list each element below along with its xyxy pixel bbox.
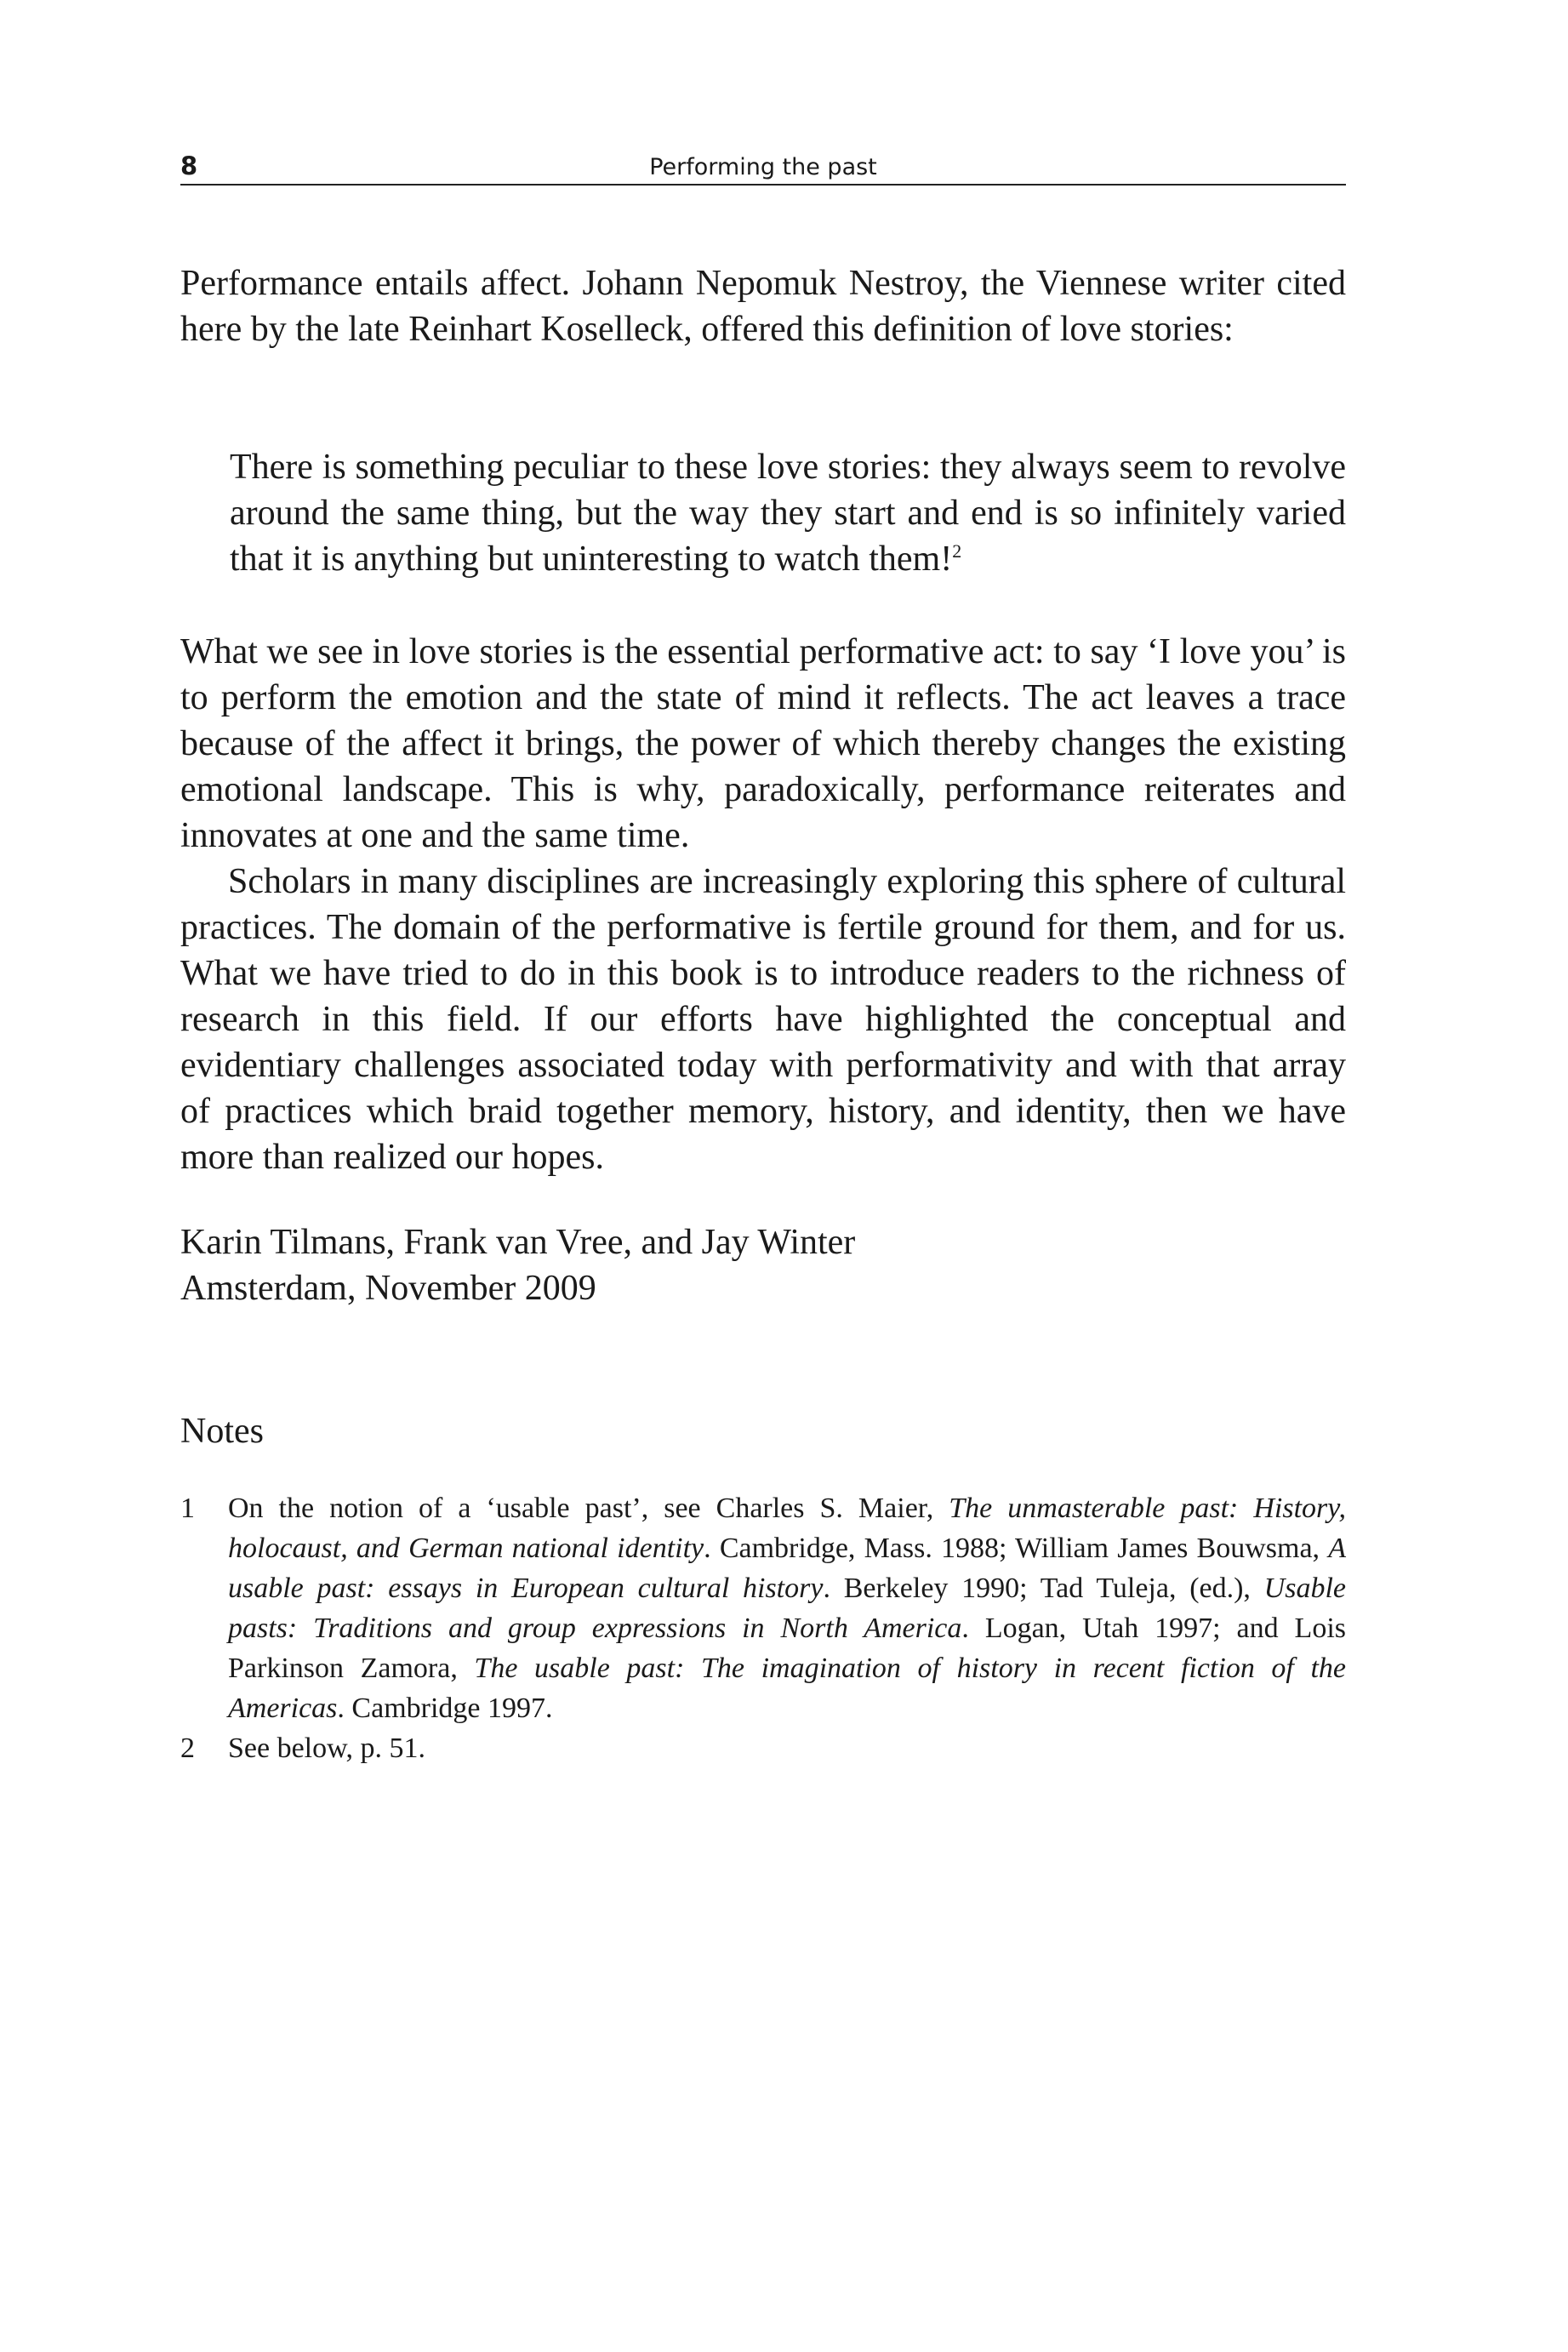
paragraph-1: Performance entails affect. Johann Nepomuk Nestroy, the Viennese writer cited here by the late Reinhart Koselleck, offered this definition of love stories: [180,264,1346,349]
note-title: The unmasterable past: History, holocaust, and German national identity [228,1493,1347,1564]
note-number: 2 [180,1733,195,1764]
note-title: The usable past: The imagination of history in recent fiction of the Americas [228,1653,1347,1724]
intro-paragraph [180,260,1346,352]
running-title: Performing the past [649,154,877,180]
block-quote [230,444,1346,582]
signature-block [180,1219,1346,1311]
note-1 [180,1488,1346,1728]
signature-authors: Karin Tilmans, Frank van Vree, and Jay Winter [180,1223,856,1262]
signature-place-date: Amsterdam, November 2009 [180,1269,596,1308]
note-segment: . Cambridge 1997. [337,1693,553,1724]
note-title: A usable past: essays in European cultural history [228,1533,1346,1604]
main-text [180,629,1346,1180]
note-text: See below, p. 51. [228,1733,425,1764]
footnote-ref-2[interactable]: 2 [952,540,962,562]
paragraph-2: What we see in love stories is the essential performative act: to say ‘I love you’ is to perform the emotion and the state of mind it reflects. The act leaves a trace because of the affect it brings, the power of which thereby changes the existing emotional landscape. This is why, paradoxically, performance reiterates and innovates at one and the same time. [180,632,1346,855]
note-segment: . Logan, Utah 1997; and Lois Parkinson Zamora, [228,1613,1347,1684]
notes-heading: Notes [180,1412,264,1451]
note-text [228,1488,1346,1728]
page-number: 8 [180,151,198,180]
note-2 [180,1728,1346,1768]
note-title: Usable pasts: Traditions and group expressions in North America [228,1573,1346,1644]
note-segment: . Berkeley 1990; Tad Tuleja, (ed.), [823,1573,1264,1604]
running-head [180,145,1346,186]
quote-text: There is something peculiar to these love stories: they always seem to revolve around the same thing, but the way they start and end is so infinitely varied that it is anything but uninteresting to watch them! [230,448,1346,579]
notes-list [180,1488,1346,1768]
note-segment: . Cambridge, Mass. 1988; William James Bouwsma, [704,1533,1329,1564]
note-segment: On the notion of a ‘usable past’, see Charles S. Maier, [228,1493,949,1524]
paragraph-3: Scholars in many disciplines are increasingly exploring this sphere of cultural practices. The domain of the performative is fertile ground for them, and for us. What we have tried to do in this book is to introduce readers to the richness of research in this field. If our efforts have highlighted the conceptual and evidentiary challenges associated today with performativity and with that array of practices which braid together memory, history, and identity, then we have more than realized our hopes. [180,862,1346,1177]
note-number: 1 [180,1493,195,1524]
book-page [180,0,1346,2352]
